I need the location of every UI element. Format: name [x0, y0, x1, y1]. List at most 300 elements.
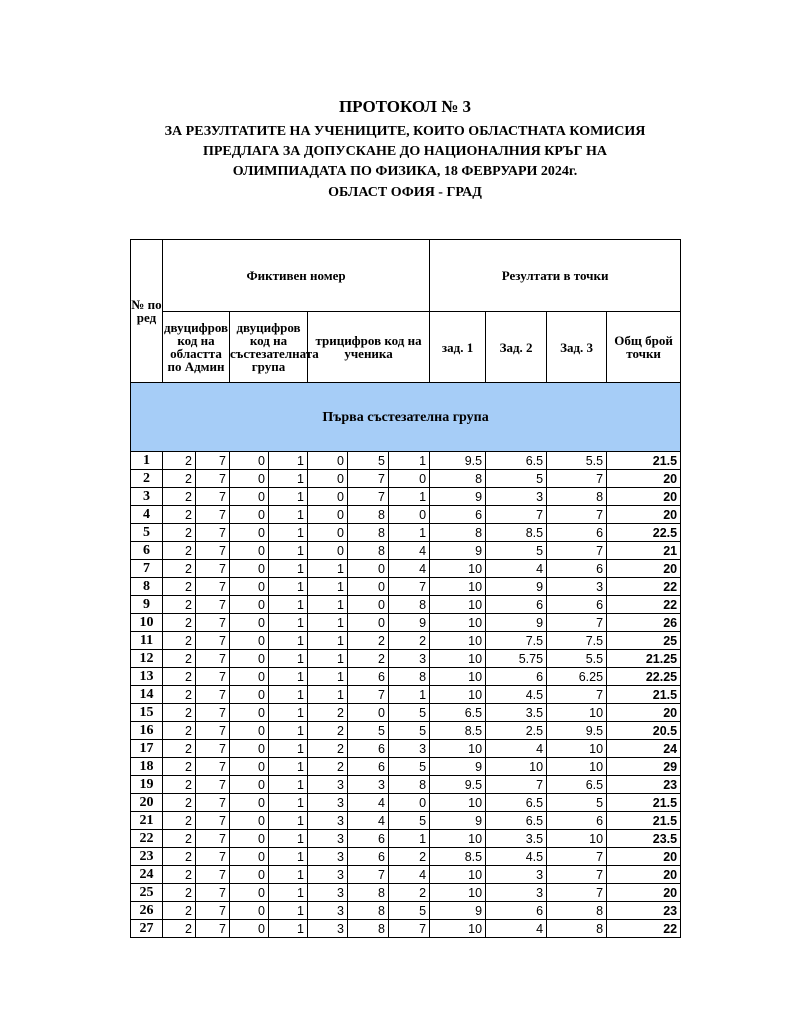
protocol-region-line: ОБЛАСТ ОФИЯ - ГРАД — [328, 185, 482, 200]
code-digit-cell: 0 — [230, 524, 269, 542]
code-digit-cell: 0 — [308, 488, 348, 506]
code-digit-cell: 1 — [269, 722, 308, 740]
total-cell: 21.5 — [607, 812, 681, 830]
code-digit-cell: 2 — [163, 542, 196, 560]
table-row — [131, 524, 681, 542]
task-score-cell: 3 — [547, 578, 607, 596]
total-cell: 21.5 — [607, 794, 681, 812]
code-digit-cell: 7 — [389, 920, 430, 938]
code-digit-cell: 0 — [230, 632, 269, 650]
task-score-cell: 4 — [486, 920, 547, 938]
code-digit-cell: 0 — [389, 506, 430, 524]
row-number-cell: 2 — [131, 470, 163, 488]
row-number-cell: 10 — [131, 614, 163, 632]
task-score-cell: 4.5 — [486, 686, 547, 704]
code-digit-cell: 2 — [389, 632, 430, 650]
task-score-cell: 8 — [547, 488, 607, 506]
task-score-cell: 3.5 — [486, 704, 547, 722]
code-digit-cell: 3 — [348, 776, 389, 794]
task-score-cell: 3 — [486, 488, 547, 506]
total-cell: 20 — [607, 704, 681, 722]
task-score-cell: 7 — [486, 776, 547, 794]
code-digit-cell: 1 — [308, 578, 348, 596]
task-score-cell: 6.5 — [486, 794, 547, 812]
code-digit-cell: 3 — [308, 776, 348, 794]
col-header-region-code: двуцифров код на областта по Админ — [163, 312, 230, 383]
code-digit-cell: 0 — [230, 776, 269, 794]
code-digit-cell: 1 — [269, 830, 308, 848]
table-row — [131, 704, 681, 722]
task-score-cell: 6.5 — [547, 776, 607, 794]
code-digit-cell: 3 — [308, 794, 348, 812]
code-digit-cell: 2 — [163, 560, 196, 578]
task-score-cell: 10 — [547, 830, 607, 848]
code-digit-cell: 7 — [196, 758, 230, 776]
code-digit-cell: 7 — [196, 704, 230, 722]
task-score-cell: 8.5 — [430, 722, 486, 740]
task-score-cell: 6.5 — [486, 452, 547, 470]
code-digit-cell: 5 — [389, 704, 430, 722]
code-digit-cell: 1 — [308, 632, 348, 650]
code-digit-cell: 7 — [196, 902, 230, 920]
code-digit-cell: 4 — [348, 794, 389, 812]
code-digit-cell: 8 — [348, 884, 389, 902]
code-digit-cell: 7 — [196, 920, 230, 938]
row-number-cell: 13 — [131, 668, 163, 686]
protocol-title: ПРОТОКОЛ № 3 — [338, 97, 472, 116]
code-digit-cell: 3 — [308, 884, 348, 902]
code-digit-cell: 4 — [389, 560, 430, 578]
code-digit-cell: 2 — [163, 830, 196, 848]
task-score-cell: 10 — [486, 758, 547, 776]
total-cell: 20 — [607, 470, 681, 488]
task-score-cell: 7 — [547, 848, 607, 866]
code-digit-cell: 5 — [348, 452, 389, 470]
code-digit-cell: 1 — [269, 488, 308, 506]
task-score-cell: 6.25 — [547, 668, 607, 686]
code-digit-cell: 7 — [196, 830, 230, 848]
task-score-cell: 10 — [430, 830, 486, 848]
task-score-cell: 9 — [486, 614, 547, 632]
task-score-cell: 7 — [547, 866, 607, 884]
task-score-cell: 6 — [486, 596, 547, 614]
total-cell: 25 — [607, 632, 681, 650]
row-number-cell: 14 — [131, 686, 163, 704]
code-digit-cell: 8 — [348, 920, 389, 938]
task-score-cell: 10 — [430, 632, 486, 650]
code-digit-cell: 1 — [308, 614, 348, 632]
code-digit-cell: 0 — [230, 488, 269, 506]
results-table — [130, 239, 681, 938]
code-digit-cell: 1 — [308, 560, 348, 578]
task-score-cell: 6 — [430, 506, 486, 524]
code-digit-cell: 4 — [389, 866, 430, 884]
task-score-cell: 2.5 — [486, 722, 547, 740]
task-score-cell: 5.5 — [547, 650, 607, 668]
code-digit-cell: 7 — [196, 812, 230, 830]
task-score-cell: 7 — [486, 506, 547, 524]
code-digit-cell: 1 — [269, 650, 308, 668]
code-digit-cell: 7 — [196, 668, 230, 686]
code-digit-cell: 1 — [269, 758, 308, 776]
row-number-cell: 22 — [131, 830, 163, 848]
code-digit-cell: 7 — [196, 848, 230, 866]
code-digit-cell: 7 — [196, 650, 230, 668]
code-digit-cell: 0 — [308, 542, 348, 560]
code-digit-cell: 2 — [163, 488, 196, 506]
protocol-subtitle-line-1: ЗА РЕЗУЛТАТИТЕ НА УЧЕНИЦИТЕ, КОИТО ОБЛАСТНАТА КОМИСИЯ — [164, 124, 646, 139]
code-digit-cell: 2 — [163, 758, 196, 776]
code-digit-cell: 0 — [389, 794, 430, 812]
code-digit-cell: 7 — [196, 470, 230, 488]
code-digit-cell: 7 — [196, 614, 230, 632]
code-digit-cell: 5 — [389, 758, 430, 776]
code-digit-cell: 1 — [269, 506, 308, 524]
code-digit-cell: 2 — [163, 668, 196, 686]
task-score-cell: 3 — [486, 866, 547, 884]
table-row — [131, 470, 681, 488]
code-digit-cell: 1 — [269, 920, 308, 938]
code-digit-cell: 1 — [389, 686, 430, 704]
code-digit-cell: 3 — [308, 920, 348, 938]
total-cell: 22 — [607, 920, 681, 938]
task-score-cell: 7.5 — [486, 632, 547, 650]
code-digit-cell: 0 — [230, 866, 269, 884]
task-score-cell: 6 — [486, 902, 547, 920]
code-digit-cell: 2 — [163, 452, 196, 470]
code-digit-cell: 0 — [230, 668, 269, 686]
code-digit-cell: 7 — [348, 470, 389, 488]
code-digit-cell: 2 — [163, 596, 196, 614]
code-digit-cell: 2 — [163, 650, 196, 668]
code-digit-cell: 8 — [389, 596, 430, 614]
code-digit-cell: 5 — [348, 722, 389, 740]
code-digit-cell: 6 — [348, 668, 389, 686]
code-digit-cell: 0 — [230, 614, 269, 632]
task-score-cell: 5.75 — [486, 650, 547, 668]
code-digit-cell: 0 — [230, 578, 269, 596]
code-digit-cell: 1 — [269, 524, 308, 542]
total-cell: 24 — [607, 740, 681, 758]
row-number-cell: 26 — [131, 902, 163, 920]
table-row — [131, 812, 681, 830]
code-digit-cell: 7 — [348, 866, 389, 884]
code-digit-cell: 3 — [308, 848, 348, 866]
code-digit-cell: 2 — [348, 632, 389, 650]
task-score-cell: 8 — [547, 920, 607, 938]
code-digit-cell: 0 — [230, 758, 269, 776]
row-number-cell: 7 — [131, 560, 163, 578]
code-digit-cell: 2 — [348, 650, 389, 668]
total-cell: 20 — [607, 488, 681, 506]
total-cell: 20 — [607, 884, 681, 902]
table-row — [131, 488, 681, 506]
code-digit-cell: 3 — [389, 740, 430, 758]
task-score-cell: 9 — [486, 578, 547, 596]
table-row — [131, 596, 681, 614]
table-row — [131, 722, 681, 740]
code-digit-cell: 0 — [230, 704, 269, 722]
row-number-cell: 16 — [131, 722, 163, 740]
code-digit-cell: 3 — [308, 902, 348, 920]
code-digit-cell: 7 — [348, 686, 389, 704]
total-cell: 26 — [607, 614, 681, 632]
code-digit-cell: 4 — [389, 542, 430, 560]
code-digit-cell: 2 — [308, 704, 348, 722]
code-digit-cell: 1 — [308, 650, 348, 668]
code-digit-cell: 1 — [269, 902, 308, 920]
code-digit-cell: 7 — [196, 740, 230, 758]
task-score-cell: 6 — [547, 560, 607, 578]
col-header-total: Общ брой точки — [607, 312, 681, 383]
total-cell: 20 — [607, 866, 681, 884]
code-digit-cell: 2 — [308, 740, 348, 758]
code-digit-cell: 2 — [163, 722, 196, 740]
code-digit-cell: 2 — [163, 902, 196, 920]
task-score-cell: 8.5 — [430, 848, 486, 866]
task-score-cell: 10 — [430, 794, 486, 812]
code-digit-cell: 1 — [389, 524, 430, 542]
code-digit-cell: 2 — [163, 776, 196, 794]
task-score-cell: 5 — [547, 794, 607, 812]
task-score-cell: 7 — [547, 884, 607, 902]
code-digit-cell: 7 — [196, 560, 230, 578]
col-header-task-1: зад. 1 — [430, 312, 486, 383]
code-digit-cell: 5 — [389, 722, 430, 740]
code-digit-cell: 8 — [348, 506, 389, 524]
task-score-cell: 7.5 — [547, 632, 607, 650]
code-digit-cell: 7 — [196, 794, 230, 812]
code-digit-cell: 1 — [389, 452, 430, 470]
row-number-cell: 23 — [131, 848, 163, 866]
row-number-cell: 20 — [131, 794, 163, 812]
code-digit-cell: 7 — [196, 632, 230, 650]
task-score-cell: 9 — [430, 758, 486, 776]
row-number-cell: 17 — [131, 740, 163, 758]
code-digit-cell: 2 — [308, 758, 348, 776]
task-score-cell: 8 — [430, 524, 486, 542]
task-score-cell: 10 — [430, 614, 486, 632]
code-digit-cell: 0 — [348, 704, 389, 722]
table-row — [131, 578, 681, 596]
code-digit-cell: 9 — [389, 614, 430, 632]
code-digit-cell: 1 — [269, 812, 308, 830]
task-score-cell: 10 — [430, 650, 486, 668]
table-row — [131, 740, 681, 758]
task-score-cell: 7 — [547, 614, 607, 632]
task-score-cell: 7 — [547, 542, 607, 560]
code-digit-cell: 7 — [196, 506, 230, 524]
row-number-cell: 9 — [131, 596, 163, 614]
task-score-cell: 8 — [547, 902, 607, 920]
code-digit-cell: 3 — [308, 812, 348, 830]
table-row — [131, 650, 681, 668]
code-digit-cell: 0 — [230, 470, 269, 488]
task-score-cell: 10 — [547, 704, 607, 722]
row-number-cell: 1 — [131, 452, 163, 470]
code-digit-cell: 6 — [348, 830, 389, 848]
task-score-cell: 9.5 — [430, 776, 486, 794]
col-header-task-2: Зад. 2 — [486, 312, 547, 383]
code-digit-cell: 0 — [230, 740, 269, 758]
row-number-cell: 27 — [131, 920, 163, 938]
code-digit-cell: 0 — [230, 686, 269, 704]
code-digit-cell: 7 — [196, 542, 230, 560]
code-digit-cell: 8 — [348, 524, 389, 542]
row-number-cell: 25 — [131, 884, 163, 902]
code-digit-cell: 7 — [196, 578, 230, 596]
code-digit-cell: 0 — [348, 560, 389, 578]
task-score-cell: 9 — [430, 488, 486, 506]
task-score-cell: 3.5 — [486, 830, 547, 848]
task-score-cell: 10 — [547, 758, 607, 776]
code-digit-cell: 1 — [269, 470, 308, 488]
total-cell: 20.5 — [607, 722, 681, 740]
task-score-cell: 8 — [430, 470, 486, 488]
code-digit-cell: 0 — [230, 848, 269, 866]
col-header-results: Резултати в точки — [430, 240, 681, 312]
task-score-cell: 8.5 — [486, 524, 547, 542]
total-cell: 23 — [607, 902, 681, 920]
code-digit-cell: 1 — [308, 668, 348, 686]
row-number-cell: 4 — [131, 506, 163, 524]
task-score-cell: 10 — [430, 920, 486, 938]
code-digit-cell: 1 — [269, 560, 308, 578]
code-digit-cell: 1 — [269, 452, 308, 470]
total-cell: 21.5 — [607, 686, 681, 704]
table-row — [131, 686, 681, 704]
table-row — [131, 794, 681, 812]
code-digit-cell: 0 — [308, 524, 348, 542]
code-digit-cell: 8 — [348, 542, 389, 560]
code-digit-cell: 2 — [389, 884, 430, 902]
row-number-cell: 3 — [131, 488, 163, 506]
code-digit-cell: 0 — [348, 578, 389, 596]
code-digit-cell: 0 — [308, 506, 348, 524]
task-score-cell: 10 — [430, 686, 486, 704]
task-score-cell: 6 — [486, 668, 547, 686]
task-score-cell: 9 — [430, 812, 486, 830]
code-digit-cell: 2 — [389, 848, 430, 866]
code-digit-cell: 3 — [389, 650, 430, 668]
table-row — [131, 452, 681, 470]
col-header-student-code: трицифров код на ученика — [308, 312, 430, 383]
task-score-cell: 7 — [547, 506, 607, 524]
code-digit-cell: 0 — [230, 452, 269, 470]
task-score-cell: 7 — [547, 686, 607, 704]
code-digit-cell: 1 — [269, 596, 308, 614]
task-score-cell: 10 — [430, 560, 486, 578]
code-digit-cell: 1 — [389, 830, 430, 848]
code-digit-cell: 1 — [308, 686, 348, 704]
task-score-cell: 9.5 — [430, 452, 486, 470]
row-number-cell: 8 — [131, 578, 163, 596]
total-cell: 22.25 — [607, 668, 681, 686]
total-cell: 20 — [607, 560, 681, 578]
table-row — [131, 632, 681, 650]
table-row — [131, 902, 681, 920]
code-digit-cell: 1 — [269, 632, 308, 650]
total-cell: 23 — [607, 776, 681, 794]
code-digit-cell: 5 — [389, 902, 430, 920]
code-digit-cell: 7 — [196, 488, 230, 506]
code-digit-cell: 2 — [163, 686, 196, 704]
code-digit-cell: 7 — [389, 578, 430, 596]
total-cell: 22 — [607, 578, 681, 596]
code-digit-cell: 1 — [269, 776, 308, 794]
task-score-cell: 4 — [486, 560, 547, 578]
code-digit-cell: 1 — [269, 686, 308, 704]
code-digit-cell: 3 — [308, 830, 348, 848]
code-digit-cell: 7 — [348, 488, 389, 506]
col-header-fictive-number: Фиктивен номер — [163, 240, 430, 312]
row-number-cell: 11 — [131, 632, 163, 650]
table-row — [131, 614, 681, 632]
col-header-group-code: двуцифров код на състезателната група — [230, 312, 308, 383]
table-row — [131, 560, 681, 578]
code-digit-cell: 7 — [196, 596, 230, 614]
code-digit-cell: 2 — [163, 506, 196, 524]
table-row — [131, 848, 681, 866]
protocol-subtitle-line-3: ОЛИМПИАДАТА ПО ФИЗИКА, 18 ФЕВРУАРИ 2024г. — [232, 164, 578, 179]
total-cell: 21.5 — [607, 452, 681, 470]
code-digit-cell: 2 — [163, 704, 196, 722]
code-digit-cell: 0 — [230, 560, 269, 578]
total-cell: 22 — [607, 596, 681, 614]
code-digit-cell: 1 — [269, 704, 308, 722]
code-digit-cell: 1 — [269, 884, 308, 902]
code-digit-cell: 2 — [163, 632, 196, 650]
table-row — [131, 830, 681, 848]
total-cell: 20 — [607, 506, 681, 524]
code-digit-cell: 7 — [196, 866, 230, 884]
code-digit-cell: 1 — [269, 614, 308, 632]
total-cell: 22.5 — [607, 524, 681, 542]
task-score-cell: 4 — [486, 740, 547, 758]
code-digit-cell: 2 — [163, 614, 196, 632]
task-score-cell: 7 — [547, 470, 607, 488]
row-number-cell: 19 — [131, 776, 163, 794]
code-digit-cell: 2 — [163, 812, 196, 830]
row-number-cell: 21 — [131, 812, 163, 830]
total-cell: 20 — [607, 848, 681, 866]
row-number-cell: 5 — [131, 524, 163, 542]
code-digit-cell: 6 — [348, 758, 389, 776]
task-score-cell: 10 — [430, 740, 486, 758]
task-score-cell: 4.5 — [486, 848, 547, 866]
row-number-cell: 24 — [131, 866, 163, 884]
code-digit-cell: 7 — [196, 776, 230, 794]
task-score-cell: 6.5 — [430, 704, 486, 722]
code-digit-cell: 0 — [230, 794, 269, 812]
code-digit-cell: 8 — [348, 902, 389, 920]
code-digit-cell: 1 — [269, 542, 308, 560]
table-row — [131, 866, 681, 884]
code-digit-cell: 0 — [230, 596, 269, 614]
code-digit-cell: 0 — [230, 920, 269, 938]
total-cell: 23.5 — [607, 830, 681, 848]
code-digit-cell: 1 — [389, 488, 430, 506]
code-digit-cell: 0 — [230, 830, 269, 848]
code-digit-cell: 1 — [269, 866, 308, 884]
task-score-cell: 9 — [430, 902, 486, 920]
row-number-cell: 18 — [131, 758, 163, 776]
code-digit-cell: 0 — [230, 650, 269, 668]
task-score-cell: 5 — [486, 542, 547, 560]
task-score-cell: 10 — [547, 740, 607, 758]
code-digit-cell: 2 — [163, 884, 196, 902]
code-digit-cell: 8 — [389, 776, 430, 794]
